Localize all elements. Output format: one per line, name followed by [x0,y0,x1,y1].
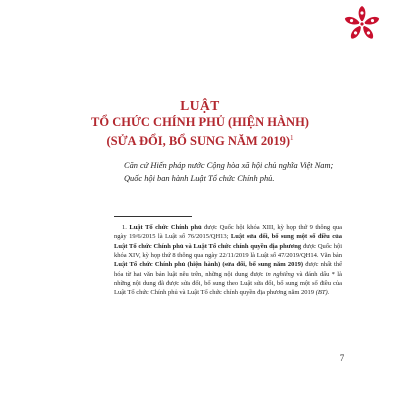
page-number: 7 [339,353,345,363]
footnote-run: Luật Tổ chức Chính phủ (hiện hành) (sửa đổi, bổ sung năm 2019) [114,261,304,269]
title-line-3-text: (SỬA ĐỔI, BỔ SUNG NĂM 2019) [106,134,291,149]
footnote [114,223,342,298]
footnote-run: Luật sửa đổi, bổ sung một số điều của Luật Tổ chức Chính phủ và Luật Tổ chức chính quyền địa phương [114,233,342,250]
footnote-run: (BT). [315,289,330,297]
preamble-basis: Căn cứ Hiến pháp nước Cộng hòa xã hội chủ nghĩa Việt Nam; [124,161,334,170]
footnote-text [114,223,342,298]
footnote-separator [114,216,192,217]
footnote-ref-marker[interactable]: 1 [290,134,294,142]
law-title [0,98,400,149]
footnote-run: in nghiêng [265,270,295,278]
preamble-enactment: Quốc hội ban hành Luật Tổ chức Chính phủ. [124,174,275,183]
title-line-2: TỔ CHỨC CHÍNH PHỦ (HIỆN HÀNH) [91,115,309,129]
flower-emblem-icon [342,4,382,44]
footnote-run: và đánh dấu * là những nội dung đã được sửa đổi, bổ sung theo Luật sửa đổi, bổ sung một số điều của Luật Tổ chức Chính phủ và Luật Tổ chức chính quyền địa phương năm 2019 [114,270,342,297]
footnote-run: 1. [122,224,130,231]
title-line-3 [0,130,400,149]
preamble [114,159,344,185]
title-line-1: LUẬT [180,98,220,113]
footnote-run: được nhất thể hóa từ hai văn bản luật nêu trên, những nội dung được [114,261,342,278]
footnote-run: được Quốc hội khóa XIII, kỳ họp thứ 9 thông qua ngày 19/6/2015 là Luật số 76/2015/QH13; [114,224,343,241]
footnote-run: Luật Tổ chức Chính phủ [129,224,202,231]
footnote-run: được Quốc hội khóa XIV, kỳ họp thứ 8 thông qua ngày 22/11/2019 là Luật số 47/2019/QH14. Văn bản [114,242,342,260]
